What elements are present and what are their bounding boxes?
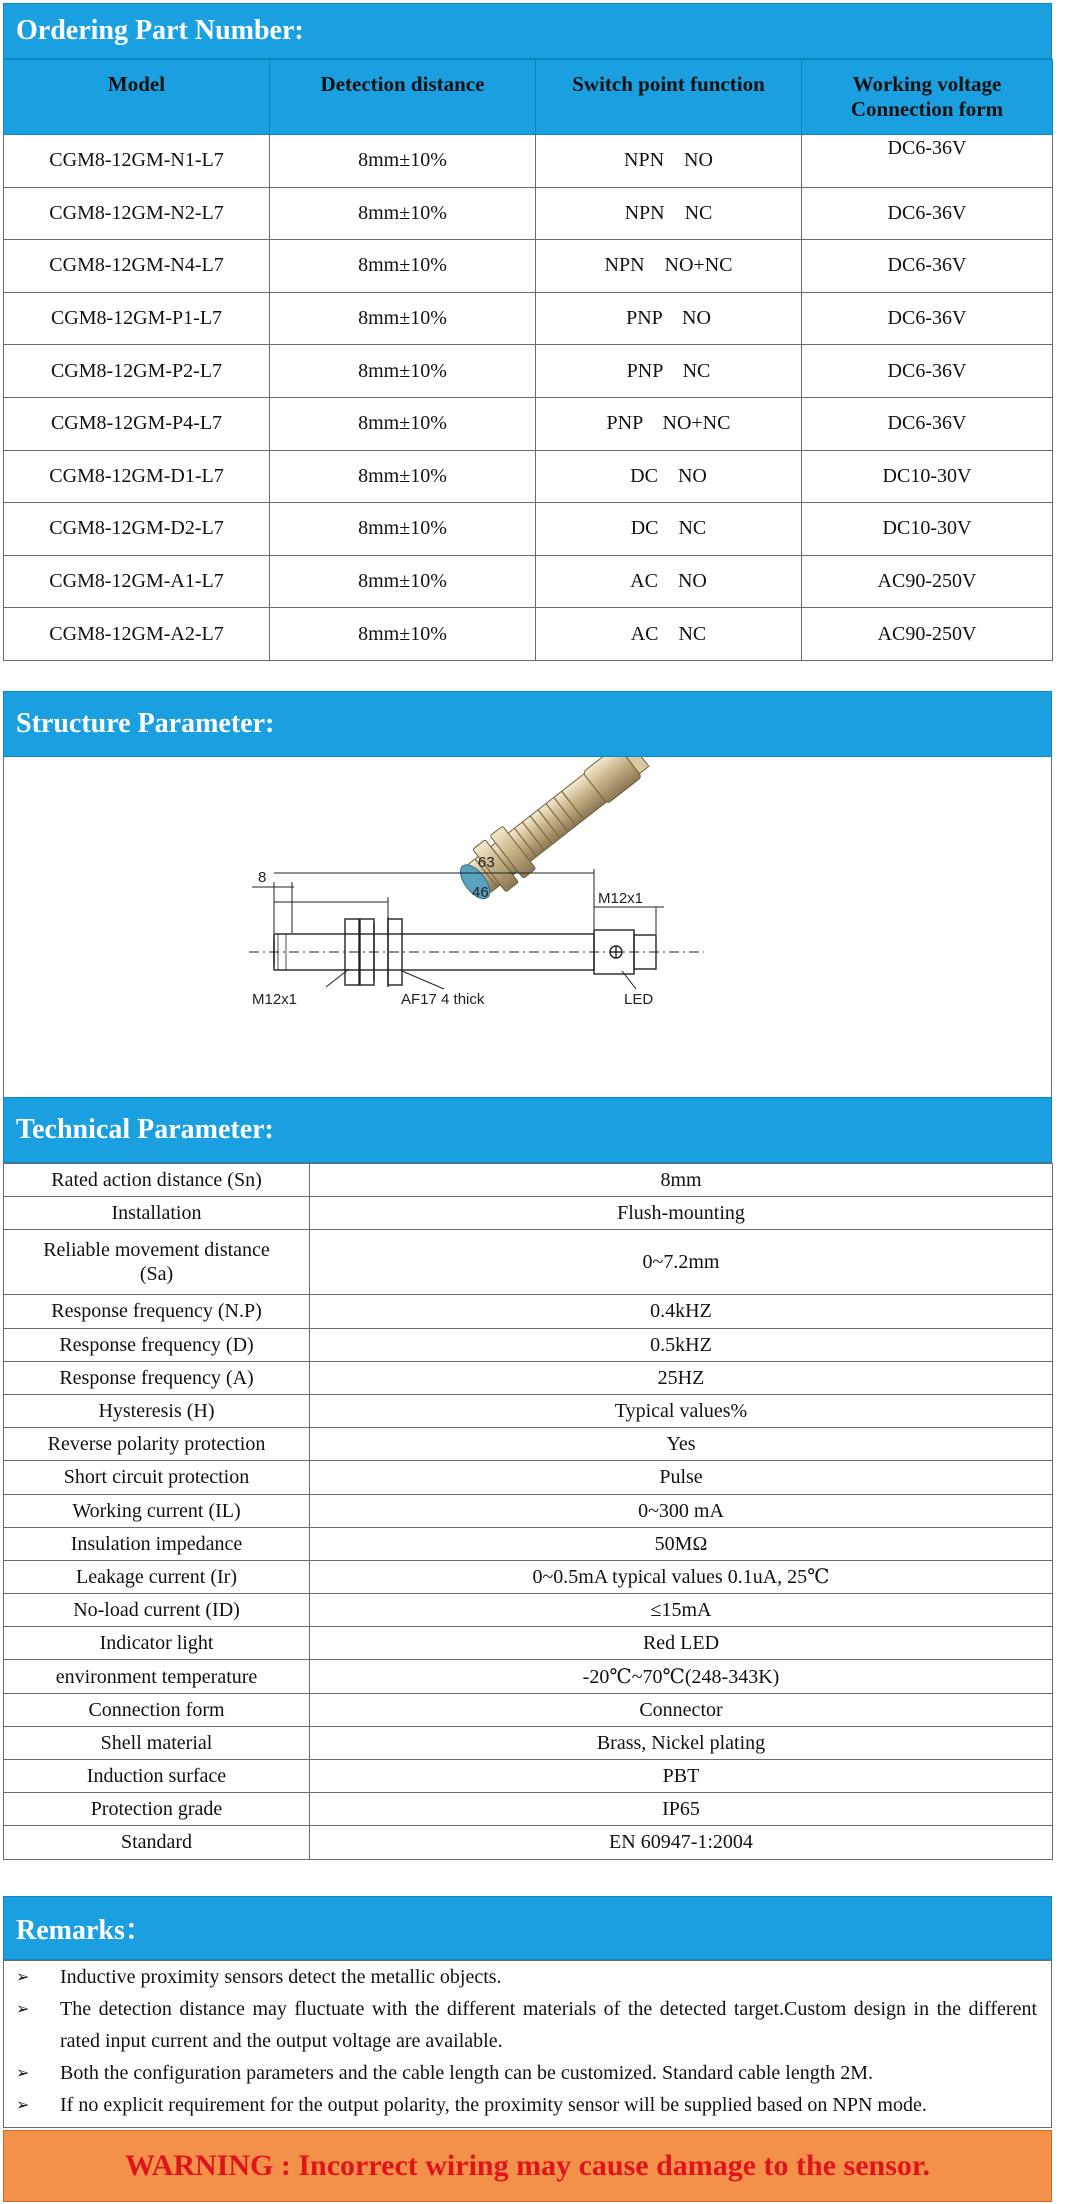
header-working-voltage: Working voltage Connection form xyxy=(802,60,1053,135)
parameter-name-cell: environment temperature xyxy=(4,1660,310,1693)
parameter-name-cell: Insulation impedance xyxy=(4,1527,310,1560)
switch-function-cell: DC NO xyxy=(536,450,802,503)
parameter-name-cell: Induction surface xyxy=(4,1760,310,1793)
parameter-value-cell: Red LED xyxy=(310,1627,1053,1660)
bullet-arrow-icon: ➢ xyxy=(16,2095,30,2114)
technical-row xyxy=(4,1197,1053,1230)
technical-row xyxy=(4,1760,1053,1793)
parameter-value-cell: 0~0.5mA typical values 0.1uA, 25℃ xyxy=(310,1560,1053,1593)
model-cell: CGM8-12GM-P1-L7 xyxy=(4,292,270,345)
bullet-arrow-icon: ➢ xyxy=(16,1999,30,2018)
voltage-cell: DC6-36V xyxy=(802,397,1053,450)
bullet-arrow-icon: ➢ xyxy=(16,1967,30,1986)
ordering-row xyxy=(4,345,1053,398)
switch-function-cell: AC NC xyxy=(536,608,802,661)
technical-section-header xyxy=(3,1097,1052,1163)
technical-row xyxy=(4,1693,1053,1726)
switch-function-cell: AC NO xyxy=(536,555,802,608)
technical-table-body xyxy=(4,1164,1053,1860)
detection-distance-cell: 8mm±10% xyxy=(270,608,536,661)
parameter-name-cell: Short circuit protection xyxy=(4,1461,310,1494)
technical-row xyxy=(4,1295,1053,1328)
switch-function-cell: DC NC xyxy=(536,503,802,556)
ordering-row xyxy=(4,503,1053,556)
remark-text: If no explicit requirement for the output polarity, the proximity sensor will be supplied based on NPN mode. xyxy=(60,2094,927,2116)
ordering-row xyxy=(4,240,1053,293)
voltage-cell: DC6-36V xyxy=(802,292,1053,345)
parameter-value-cell: Typical values% xyxy=(310,1394,1053,1427)
parameter-value-cell: -20℃~70℃(248-343K) xyxy=(310,1660,1053,1693)
detection-distance-cell: 8mm±10% xyxy=(270,397,536,450)
header-detection-distance: Detection distance xyxy=(270,60,536,135)
remarks-section-header xyxy=(3,1896,1052,1960)
structure-section-title: Structure Parameter: xyxy=(16,708,275,739)
thread-top-label: M12x1 xyxy=(598,890,644,907)
remarks-section-title: Remarks： xyxy=(16,1915,153,1946)
dim-8-label: 8 xyxy=(258,869,267,886)
model-cell: CGM8-12GM-P2-L7 xyxy=(4,345,270,398)
ordering-section-header xyxy=(3,3,1052,59)
remark-item xyxy=(4,1961,1051,1993)
parameter-value-cell: 8mm xyxy=(310,1164,1053,1197)
ordering-row xyxy=(4,450,1053,503)
technical-row xyxy=(4,1627,1053,1660)
model-cell: CGM8-12GM-D2-L7 xyxy=(4,503,270,556)
detection-distance-cell: 8mm±10% xyxy=(270,345,536,398)
technical-row xyxy=(4,1660,1053,1693)
voltage-cell: DC6-36V xyxy=(802,135,1053,188)
bullet-arrow-icon: ➢ xyxy=(16,2063,30,2082)
switch-function-cell: NPN NO xyxy=(536,135,802,188)
switch-function-cell: PNP NO+NC xyxy=(536,397,802,450)
ordering-row xyxy=(4,292,1053,345)
parameter-value-cell: 25HZ xyxy=(310,1361,1053,1394)
warning-text: WARNING : Incorrect wiring may cause damage to the sensor. xyxy=(125,2149,930,2182)
parameter-name-cell: Shell material xyxy=(4,1726,310,1759)
voltage-cell: DC6-36V xyxy=(802,345,1053,398)
parameter-value-cell: EN 60947-1:2004 xyxy=(310,1826,1053,1859)
ordering-row xyxy=(4,187,1053,240)
model-cell: CGM8-12GM-P4-L7 xyxy=(4,397,270,450)
led-label: LED xyxy=(624,991,654,1008)
parameter-name-cell: Installation xyxy=(4,1197,310,1230)
parameter-name-cell: Response frequency (N.P) xyxy=(4,1295,310,1328)
model-cell: CGM8-12GM-A1-L7 xyxy=(4,555,270,608)
detection-distance-cell: 8mm±10% xyxy=(270,135,536,188)
remark-item xyxy=(4,2089,1051,2121)
model-cell: CGM8-12GM-A2-L7 xyxy=(4,608,270,661)
voltage-cell: DC6-36V xyxy=(802,240,1053,293)
parameter-value-cell: 0~300 mA xyxy=(310,1494,1053,1527)
parameter-name-cell: Working current (IL) xyxy=(4,1494,310,1527)
sensor-drawing xyxy=(4,757,1051,1097)
remark-item xyxy=(4,2057,1051,2089)
switch-function-cell: PNP NO xyxy=(536,292,802,345)
ordering-table xyxy=(3,59,1053,661)
voltage-cell: DC10-30V xyxy=(802,503,1053,556)
parameter-name-cell: Standard xyxy=(4,1826,310,1859)
remark-text: Inductive proximity sensors detect the metallic objects. xyxy=(60,1966,502,1988)
technical-row xyxy=(4,1230,1053,1295)
switch-function-cell: PNP NC xyxy=(536,345,802,398)
parameter-value-cell: Flush-mounting xyxy=(310,1197,1053,1230)
technical-row xyxy=(4,1494,1053,1527)
parameter-name-cell: Response frequency (D) xyxy=(4,1328,310,1361)
model-cell: CGM8-12GM-N1-L7 xyxy=(4,135,270,188)
parameter-value-cell: Pulse xyxy=(310,1461,1053,1494)
parameter-name-cell: Response frequency (A) xyxy=(4,1361,310,1394)
technical-row xyxy=(4,1428,1053,1461)
ordering-table-body xyxy=(4,135,1053,661)
technical-row xyxy=(4,1328,1053,1361)
ordering-row xyxy=(4,397,1053,450)
ordering-row xyxy=(4,555,1053,608)
nut-label: AF17 4 thick xyxy=(401,991,485,1008)
technical-row xyxy=(4,1394,1053,1427)
parameter-value-cell: PBT xyxy=(310,1760,1053,1793)
parameter-name-cell: Reliable movement distance (Sa) xyxy=(4,1230,310,1295)
model-cell: CGM8-12GM-N4-L7 xyxy=(4,240,270,293)
detection-distance-cell: 8mm±10% xyxy=(270,450,536,503)
technical-row xyxy=(4,1726,1053,1759)
remarks-list xyxy=(3,1960,1052,2128)
header-model: Model xyxy=(4,60,270,135)
detection-distance-cell: 8mm±10% xyxy=(270,503,536,556)
technical-row xyxy=(4,1361,1053,1394)
ordering-row xyxy=(4,608,1053,661)
detection-distance-cell: 8mm±10% xyxy=(270,555,536,608)
detection-distance-cell: 8mm±10% xyxy=(270,187,536,240)
dim-63-label: 63 xyxy=(478,854,495,871)
parameter-name-cell: Connection form xyxy=(4,1693,310,1726)
remark-item xyxy=(4,1993,1051,2057)
parameter-value-cell: 0.4kHZ xyxy=(310,1295,1053,1328)
parameter-value-cell: 0~7.2mm xyxy=(310,1230,1053,1295)
remark-text: Both the configuration parameters and the cable length can be customized. Standard cable length 2M. xyxy=(60,2062,874,2084)
technical-row xyxy=(4,1793,1053,1826)
voltage-cell: DC10-30V xyxy=(802,450,1053,503)
voltage-cell: AC90-250V xyxy=(802,555,1053,608)
header-switch-point-function: Switch point function xyxy=(536,60,802,135)
parameter-value-cell: ≤15mA xyxy=(310,1594,1053,1627)
thread-bottom-label: M12x1 xyxy=(252,991,298,1008)
parameter-name-cell: Protection grade xyxy=(4,1793,310,1826)
technical-row xyxy=(4,1461,1053,1494)
technical-row xyxy=(4,1594,1053,1627)
structure-drawing-panel xyxy=(3,757,1052,1097)
parameter-name-cell: Rated action distance (Sn) xyxy=(4,1164,310,1197)
remark-text: The detection distance may fluctuate with the different materials of the detected target.Custom design in the different rated input current and the output voltage are available. xyxy=(60,1998,1037,2052)
detection-distance-cell: 8mm±10% xyxy=(270,240,536,293)
parameter-value-cell: Connector xyxy=(310,1693,1053,1726)
technical-row xyxy=(4,1560,1053,1593)
warning-banner xyxy=(3,2130,1052,2202)
technical-row xyxy=(4,1164,1053,1197)
parameter-name-cell: Reverse polarity protection xyxy=(4,1428,310,1461)
structure-section-header xyxy=(3,691,1052,757)
dim-46-label: 46 xyxy=(472,884,489,901)
technical-section-title: Technical Parameter: xyxy=(16,1114,274,1145)
parameter-value-cell: 0.5kHZ xyxy=(310,1328,1053,1361)
ordering-header-row xyxy=(4,60,1053,135)
parameter-name-cell: No-load current (ID) xyxy=(4,1594,310,1627)
model-cell: CGM8-12GM-N2-L7 xyxy=(4,187,270,240)
parameter-value-cell: 50MΩ xyxy=(310,1527,1053,1560)
technical-table xyxy=(3,1163,1053,1860)
ordering-row xyxy=(4,135,1053,188)
ordering-section-title: Ordering Part Number: xyxy=(16,15,304,46)
parameter-name-cell: Leakage current (Ir) xyxy=(4,1560,310,1593)
model-cell: CGM8-12GM-D1-L7 xyxy=(4,450,270,503)
parameter-value-cell: Brass, Nickel plating xyxy=(310,1726,1053,1759)
parameter-name-cell: Hysteresis (H) xyxy=(4,1394,310,1427)
switch-function-cell: NPN NO+NC xyxy=(536,240,802,293)
parameter-value-cell: Yes xyxy=(310,1428,1053,1461)
technical-row xyxy=(4,1826,1053,1859)
voltage-cell: AC90-250V xyxy=(802,608,1053,661)
parameter-value-cell: IP65 xyxy=(310,1793,1053,1826)
detection-distance-cell: 8mm±10% xyxy=(270,292,536,345)
technical-row xyxy=(4,1527,1053,1560)
parameter-name-cell: Indicator light xyxy=(4,1627,310,1660)
switch-function-cell: NPN NC xyxy=(536,187,802,240)
voltage-cell: DC6-36V xyxy=(802,187,1053,240)
